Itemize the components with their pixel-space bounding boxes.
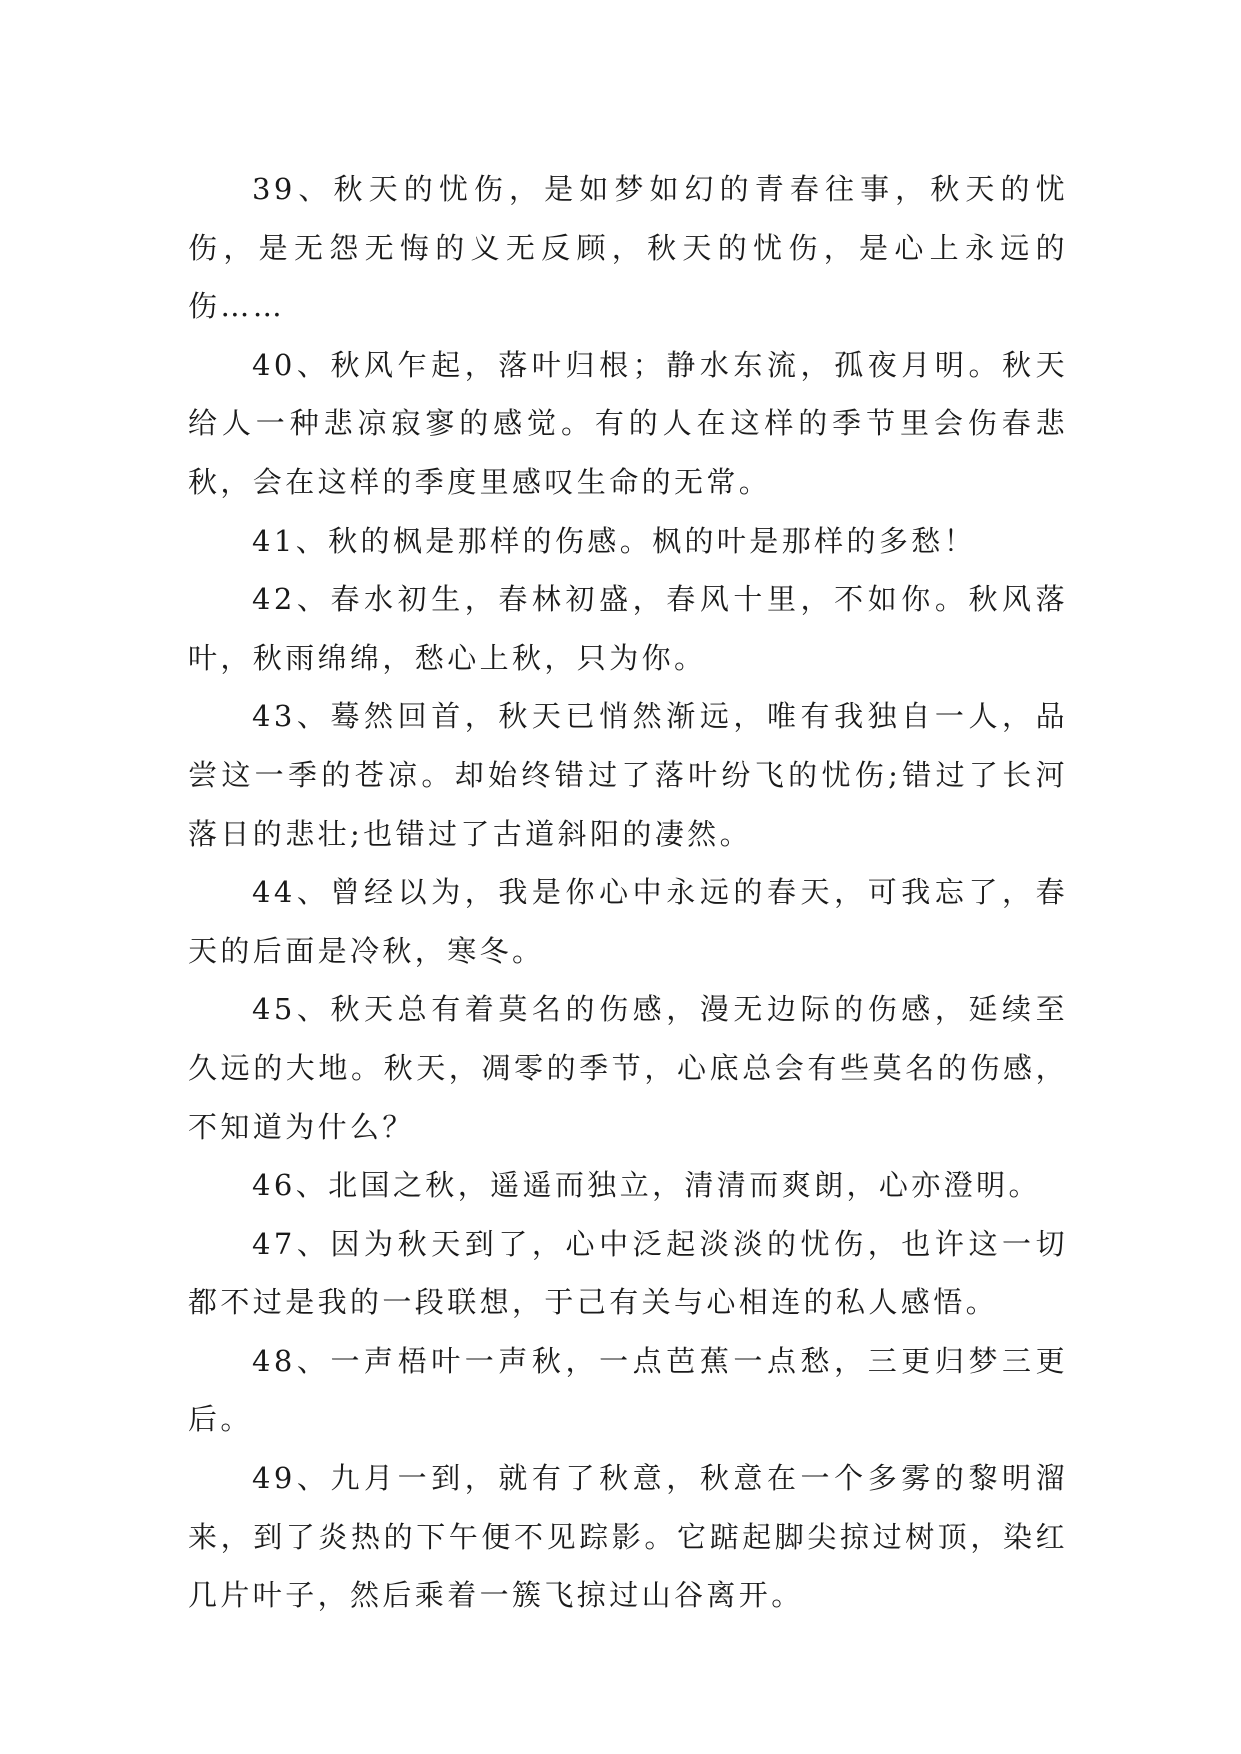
document-body xyxy=(188,160,1068,1625)
paragraph-45: 45、秋天总有着莫名的伤感，漫无边际的伤感，延续至久远的大地。秋天，凋零的季节，心底总会有些莫名的伤感，不知道为什么？ xyxy=(188,992,1068,1144)
paragraph-41: 41、秋的枫是那样的伤感。枫的叶是那样的多愁！ xyxy=(252,523,977,558)
paragraph-43: 43、蓦然回首，秋天已悄然渐远，唯有我独自一人，品尝这一季的苍凉。却始终错过了落叶纷飞的忧伤;错过了长河落日的悲壮;也错过了古道斜阳的凄然。 xyxy=(188,699,1068,851)
paragraph-39: 39、秋天的忧伤，是如梦如幻的青春往事，秋天的忧伤，是无怨无悔的义无反顾，秋天的忧伤，是心上永远的伤…… xyxy=(188,172,1068,324)
paragraph-40: 40、秋风乍起，落叶归根；静水东流，孤夜月明。秋天给人一种悲凉寂寥的感觉。有的人在这样的季节里会伤春悲秋，会在这样的季度里感叹生命的无常。 xyxy=(188,347,1068,499)
paragraph-49: 49、九月一到，就有了秋意，秋意在一个多雾的黎明溜来，到了炎热的下午便不见踪影。它踮起脚尖掠过树顶，染红几片叶子，然后乘着一簇飞掠过山谷离开。 xyxy=(188,1461,1068,1613)
paragraph-47: 47、因为秋天到了，心中泛起淡淡的忧伤，也许这一切都不过是我的一段联想，于己有关与心相连的私人感悟。 xyxy=(188,1226,1068,1320)
paragraph-44: 44、曾经以为，我是你心中永远的春天，可我忘了，春天的后面是冷秋，寒冬。 xyxy=(188,875,1068,968)
paragraph-46: 46、北国之秋，遥遥而独立，清清而爽朗，心亦澄明。 xyxy=(252,1168,1041,1203)
paragraph-42: 42、春水初生，春林初盛，春风十里，不如你。秋风落叶，秋雨绵绵，愁心上秋，只为你。 xyxy=(188,582,1068,675)
paragraph-48: 48、一声梧叶一声秋，一点芭蕉一点愁，三更归梦三更后。 xyxy=(188,1343,1068,1437)
